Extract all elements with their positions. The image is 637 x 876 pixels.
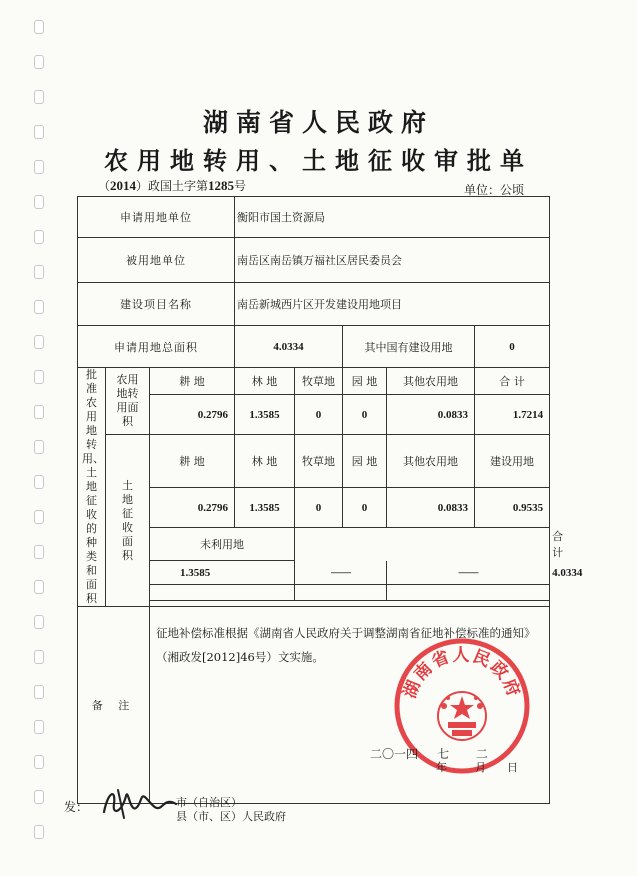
expropriation-header-cultivated: 耕 地 bbox=[150, 435, 235, 488]
approval-date-units: 年 月 日 bbox=[436, 761, 518, 774]
blank-cell-1 bbox=[150, 585, 295, 601]
category-label: 批准农用地转用、土地征收的种类和面积 bbox=[78, 368, 106, 607]
unused-dash-1: —— bbox=[295, 561, 387, 585]
expropriation-value-cultivated: 0.2796 bbox=[150, 488, 235, 528]
conversion-label: 农用地转用面积 bbox=[106, 368, 150, 435]
document-title: 湖南省人民政府 bbox=[202, 108, 434, 137]
issuer-line-1: 市（自治区） bbox=[176, 796, 242, 809]
blank-cell-3 bbox=[387, 585, 550, 601]
document-subtitle: 农用地转用、土地征收审批单 bbox=[104, 146, 533, 175]
conversion-header-garden: 园 地 bbox=[343, 368, 387, 395]
approval-form-table: 申请用地单位 衡阳市国土资源局 被用地单位 南岳区南岳镇万福社区居民委员会 建设项目名称 南岳新城西片区开发建设用地项目 申请用地总面积 4.0334 其中国有建设用地 0 批准农用地转用、土地征收的种类和面积 农用地转用面积 耕 地 林 地 牧草地 园 地 其他农用地 合 计 0.2796 1.3585 0 0 0.0833 1.7214 土地征收面积 耕 地 林 地 牧草地 园 地 其他农用地 建设用地 0.2796 1.3585 0 0 0.0833 0.9535 未利用地 合 计 1.3585 —— —— 4.0334 备 注 征地补偿标准根据《湖南省人民政府关于调整湖南省征地补偿标准的通知》（湘政发[2012]46号）文实施。 bbox=[77, 196, 550, 804]
state-owned-value: 0 bbox=[475, 326, 550, 368]
expropriation-label: 土地征收面积 bbox=[106, 435, 150, 607]
conversion-value-garden: 0 bbox=[343, 395, 387, 435]
total-area-label: 申请用地总面积 bbox=[78, 326, 235, 368]
document-number: （2014）政国土字第1285号 bbox=[98, 178, 247, 193]
conversion-header-other: 其他农用地 bbox=[387, 368, 475, 395]
expropriation-header-garden: 园 地 bbox=[343, 435, 387, 488]
conversion-header-total: 合 计 bbox=[475, 368, 550, 395]
expropriation-header-pasture: 牧草地 bbox=[295, 435, 343, 488]
expropriation-header-construction: 建设用地 bbox=[475, 435, 550, 488]
remarks-label: 备 注 bbox=[78, 607, 150, 804]
expropriation-value-garden: 0 bbox=[343, 488, 387, 528]
total-area-value: 4.0334 bbox=[235, 326, 343, 368]
unused-label: 未利用地 bbox=[150, 528, 295, 561]
issuer-line-2: 县（市、区）人民政府 bbox=[176, 810, 286, 823]
conversion-header-cultivated: 耕 地 bbox=[150, 368, 235, 395]
conversion-value-other: 0.0833 bbox=[387, 395, 475, 435]
expropriation-value-other: 0.0833 bbox=[387, 488, 475, 528]
conversion-value-pasture: 0 bbox=[295, 395, 343, 435]
state-owned-label: 其中国有建设用地 bbox=[343, 326, 475, 368]
blank-cell-2 bbox=[295, 585, 387, 601]
conversion-header-pasture: 牧草地 bbox=[295, 368, 343, 395]
conversion-value-cultivated: 0.2796 bbox=[150, 395, 235, 435]
national-emblem-icon bbox=[438, 692, 486, 740]
land-owner-label: 被用地单位 bbox=[78, 238, 235, 283]
expropriation-value-forest: 1.3585 bbox=[235, 488, 295, 528]
expropriation-header-other: 其他农用地 bbox=[387, 435, 475, 488]
unused-spacer bbox=[295, 528, 550, 561]
approval-date: 二〇一四 七 二 bbox=[370, 747, 488, 761]
conversion-value-forest: 1.3585 bbox=[235, 395, 295, 435]
applicant-label: 申请用地单位 bbox=[78, 197, 235, 238]
expropriation-header-forest: 林 地 bbox=[235, 435, 295, 488]
unused-dash-2: —— bbox=[387, 561, 550, 585]
project-value: 南岳新城西片区开发建设用地项目 bbox=[235, 283, 550, 326]
expropriation-value-construction: 0.9535 bbox=[475, 488, 550, 528]
project-label: 建设项目名称 bbox=[78, 283, 235, 326]
remarks-text: 征地补偿标准根据《湖南省人民政府关于调整湖南省征地补偿标准的通知》（湘政发[2012]46号）文实施。 bbox=[150, 607, 550, 804]
land-owner-value: 南岳区南岳镇万福社区居民委员会 bbox=[235, 238, 550, 283]
applicant-value: 衡阳市国土资源局 bbox=[235, 197, 550, 238]
unit-label: 单位：公顷 bbox=[464, 183, 525, 197]
seal-text: 湖南省人民政府 bbox=[399, 645, 525, 702]
unused-value: 1.3585 bbox=[150, 561, 295, 585]
conversion-value-total: 1.7214 bbox=[475, 395, 550, 435]
conversion-header-forest: 林 地 bbox=[235, 368, 295, 395]
expropriation-value-pasture: 0 bbox=[295, 488, 343, 528]
issue-label: 发： bbox=[64, 800, 89, 814]
handwritten-signature bbox=[100, 782, 178, 824]
